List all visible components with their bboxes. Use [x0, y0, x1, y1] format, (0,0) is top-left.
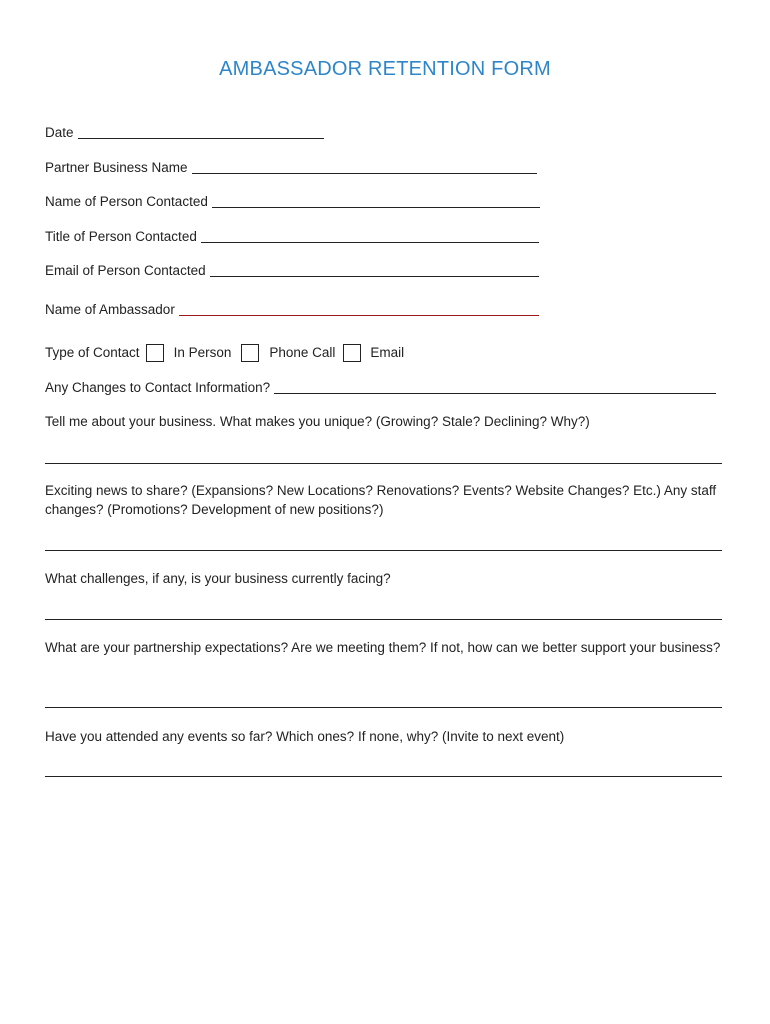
question-exciting-news: Exciting news to share? (Expansions? New Locations? Renovations? Events? Website Changes? Etc.) Any staff changes? (Promotions? Development of new positions?) — [45, 483, 717, 517]
person-contacted-email-label: Email of Person Contacted — [45, 263, 206, 278]
person-contacted-email-field[interactable] — [210, 276, 539, 277]
contact-changes-field[interactable] — [274, 393, 716, 394]
in-person-label: In Person — [173, 345, 232, 360]
question-challenges: What challenges, if any, is your business currently facing? — [45, 571, 391, 586]
date-label: Date — [45, 125, 74, 140]
date-row — [45, 122, 324, 142]
answer-line-challenges[interactable] — [45, 619, 722, 620]
email-checkbox[interactable] — [343, 344, 361, 362]
ambassador-name-field[interactable] — [179, 315, 539, 316]
date-field[interactable] — [78, 138, 324, 139]
contact-changes-row — [45, 377, 716, 397]
partner-business-name-field[interactable] — [192, 173, 537, 174]
phone-call-checkbox[interactable] — [241, 344, 259, 362]
ambassador-name-row — [45, 299, 539, 319]
contact-type-row — [45, 340, 404, 362]
person-contacted-title-row — [45, 226, 539, 246]
contact-type-label: Type of Contact — [45, 345, 140, 360]
answer-line-exciting-news[interactable] — [45, 550, 722, 551]
phone-call-label: Phone Call — [269, 345, 336, 360]
partner-business-name-row — [45, 157, 537, 177]
question-events-attended: Have you attended any events so far? Which ones? If none, why? (Invite to next event) — [45, 729, 565, 744]
answer-line-partnership-expectations[interactable] — [45, 707, 722, 708]
person-contacted-name-field[interactable] — [212, 207, 540, 208]
person-contacted-title-field[interactable] — [201, 242, 539, 243]
contact-changes-label: Any Changes to Contact Information? — [45, 380, 271, 395]
email-label: Email — [370, 345, 405, 360]
in-person-checkbox[interactable] — [146, 344, 164, 362]
form-title: AMBASSADOR RETENTION FORM — [219, 58, 551, 80]
person-contacted-name-row — [45, 191, 540, 211]
ambassador-name-label: Name of Ambassador — [45, 302, 175, 317]
person-contacted-name-label: Name of Person Contacted — [45, 194, 208, 209]
answer-line-business-unique[interactable] — [45, 463, 722, 464]
answer-line-events-attended[interactable] — [45, 776, 722, 777]
person-contacted-email-row — [45, 260, 539, 280]
partner-business-name-label: Partner Business Name — [45, 160, 188, 175]
question-partnership-expectations: What are your partnership expectations? Are we meeting them? If not, how can we better support your business? — [45, 640, 721, 655]
question-business-unique: Tell me about your business. What makes you unique? (Growing? Stale? Declining? Why?) — [45, 414, 590, 429]
person-contacted-title-label: Title of Person Contacted — [45, 229, 197, 244]
